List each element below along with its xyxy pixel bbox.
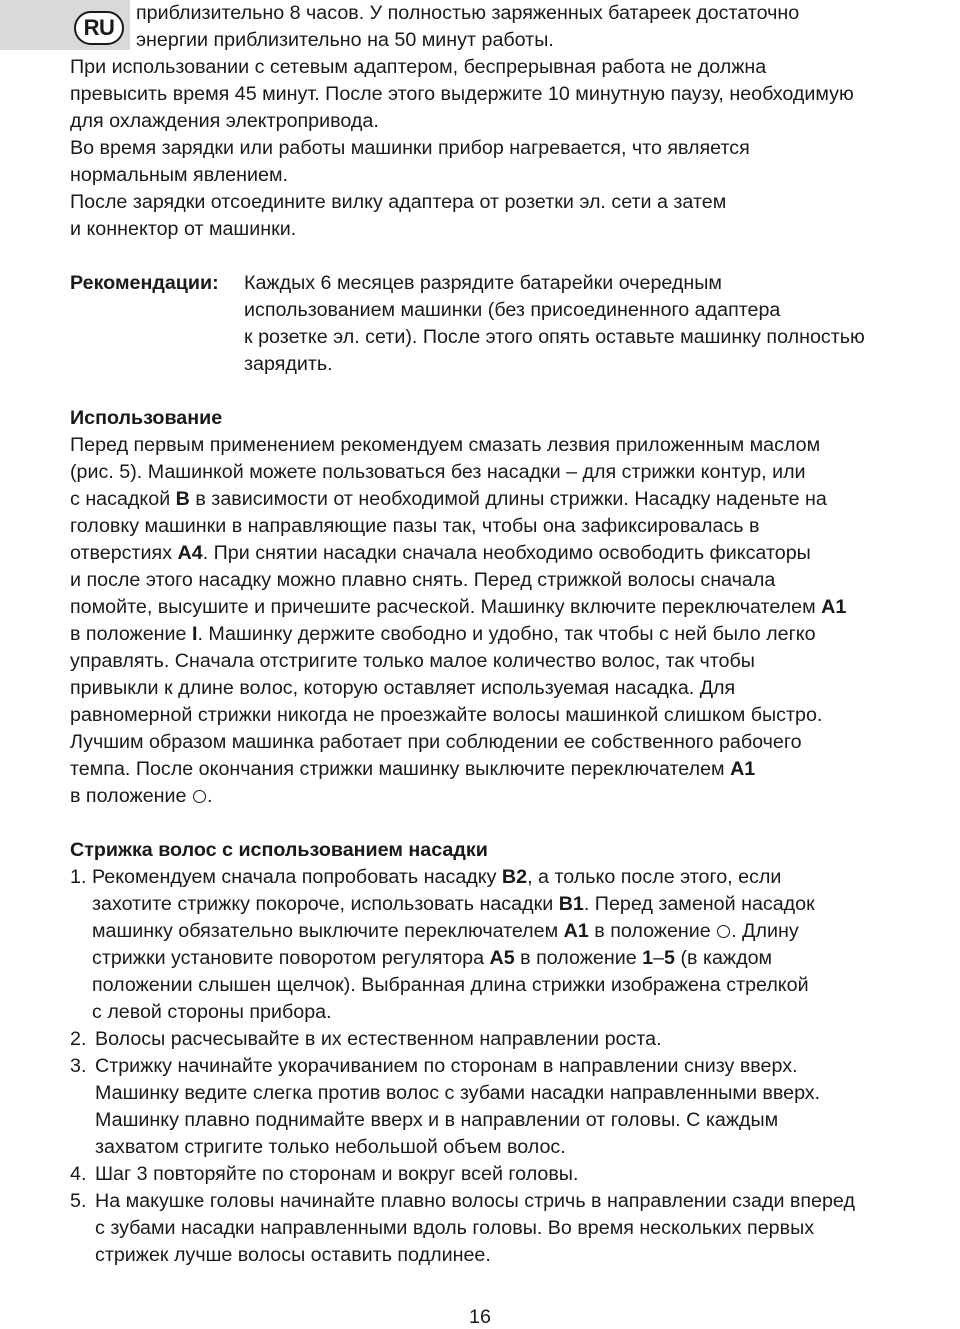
list-item-number: 3. [70, 1055, 87, 1077]
text-line: Машинку ведите слегка против волос с зубами насадки направленными вверх. [95, 1082, 821, 1104]
text-line: и коннектор от машинки. [70, 218, 297, 240]
intro-continuation [70, 0, 956, 54]
bold-term: B1 [558, 893, 584, 915]
recommendations-label: Рекомендации: [70, 272, 219, 294]
bold-term: B2 [501, 866, 528, 888]
bold-term: B [175, 488, 190, 510]
list-item [70, 1188, 956, 1269]
bold-term: I [191, 623, 198, 645]
page-content [70, 0, 956, 1269]
bold-term: A1 [821, 596, 847, 618]
off-position-circle-icon [193, 790, 206, 803]
text-line: Рекомендуем сначала попробовать насадку B2, а только после этого, если [92, 866, 782, 888]
text-line: нормальным явлением. [70, 164, 288, 186]
text-line: зарядить. [244, 353, 333, 375]
text-line: равномерной стрижки никогда не проезжайте волосы машинкой слишком быстро. [70, 704, 823, 726]
list-item [70, 1161, 956, 1188]
text-line: (рис. 5). Машинкой можете пользоваться без насадки – для стрижки контур, или [70, 461, 806, 483]
text-line: захотите стрижку покороче, использовать насадки B1. Перед заменой насадок [92, 893, 815, 915]
text-line: для охлаждения электропривода. [70, 110, 379, 132]
text-line: машинку обязательно выключите переключателем A1 в положение . Длину [92, 920, 799, 942]
text-line: положении слышен щелчок). Выбранная длина стрижки изображена стрелкой [92, 974, 809, 996]
text-line: отверстиях A4. При снятии насадки сначала необходимо освободить фиксаторы [70, 542, 811, 564]
text-line: темпа. После окончания стрижки машинку выключите переключателем A1 [70, 758, 756, 780]
text-line: управлять. Сначала отстригите только малое количество волос, так чтобы [70, 650, 755, 672]
list-item-number: 5. [70, 1190, 87, 1212]
bold-term: 1 [642, 947, 654, 969]
text-line: стрижек лучше волосы оставить подлинее. [95, 1244, 491, 1266]
list-item-number: 2. [70, 1028, 87, 1050]
list-item-text [92, 864, 956, 1026]
usage-heading: Использование [70, 407, 223, 429]
attachment-heading: Стрижка волос с использованием насадки [70, 839, 488, 861]
list-item-number: 1. [70, 866, 87, 888]
text-line: использованием машинки (без присоединенного адаптера [244, 299, 781, 321]
text-line: Лучшим образом машинка работает при соблюдении ее собственного рабочего [70, 731, 802, 753]
text-line: При использовании с сетевым адаптером, беспрерывная работа не должна [70, 56, 767, 78]
list-item-number: 4. [70, 1163, 87, 1185]
text-line: Перед первым применением рекомендуем смазать лезвия приложенным маслом [70, 434, 821, 456]
text-line: захватом стригите только небольшой объем волос. [95, 1136, 566, 1158]
text-line: с левой стороны прибора. [92, 1001, 332, 1023]
text-line: помойте, высушите и причешите расческой. Машинку включите переключателем A1 [70, 596, 847, 618]
text-line: Во время зарядки или работы машинки прибор нагревается, что является [70, 137, 750, 159]
list-item [70, 1026, 956, 1053]
text-line: энергии приблизительно на 50 минут работы. [136, 29, 554, 51]
text-line: Машинку плавно поднимайте вверх и в направлении от головы. С каждым [95, 1109, 779, 1131]
usage-section [70, 405, 956, 810]
list-item-text [95, 1188, 956, 1269]
text-line: После зарядки отсоедините вилку адаптера от розетки эл. сети а затем [70, 191, 727, 213]
text-line: с насадкой B в зависимости от необходимой длины стрижки. Насадку наденьте на [70, 488, 827, 510]
language-badge: RU [74, 11, 124, 45]
text-line: стрижки установите поворотом регулятора A5 в положение 1–5 (в каждом [92, 947, 773, 969]
text-line: превысить время 45 минут. После этого выдержите 10 минутную паузу, необходимую [70, 83, 854, 105]
bold-term: A5 [489, 947, 515, 969]
bold-term: A4 [177, 542, 203, 564]
text-line: к розетке эл. сети). После этого опять оставьте машинку полностью [244, 326, 865, 348]
attachment-section [70, 837, 956, 1269]
recommendations-text [244, 270, 956, 378]
text-line: в положение . [70, 785, 213, 807]
text-line: с зубами насадки направленными вдоль головы. Во время нескольких первых [95, 1217, 815, 1239]
text-line: в положение I. Машинку держите свободно и удобно, так чтобы с ней было легко [70, 623, 816, 645]
text-line: На макушке головы начинайте плавно волосы стричь в направлении сзади вперед [95, 1190, 855, 1212]
bold-term: A1 [563, 920, 589, 942]
usage-text [70, 432, 956, 810]
text-line: Шаг 3 повторяйте по сторонам и вокруг всей головы. [95, 1163, 579, 1185]
bold-term: 5 [664, 947, 675, 969]
paragraph-power-adapter [70, 54, 956, 243]
text-line: приблизительно 8 часов. У полностью заряженных батареек достаточно [136, 2, 800, 24]
list-item-text [95, 1161, 956, 1188]
off-position-circle-icon [717, 925, 730, 938]
list-item [70, 864, 956, 1026]
list-item [70, 1053, 956, 1161]
text-line: Стрижку начинайте укорачиванием по сторонам в направлении снизу вверх. [95, 1055, 798, 1077]
text-line: и после этого насадку можно плавно снять. Перед стрижкой волосы сначала [70, 569, 776, 591]
text-line: головку машинки в направляющие пазы так, чтобы она зафиксировалась в [70, 515, 760, 537]
text-line: Каждых 6 месяцев разрядите батарейки очередным [244, 272, 722, 294]
text-line: привыкли к длине волос, которую оставляет используемая насадка. Для [70, 677, 736, 699]
text-line: Волосы расчесывайте в их естественном направлении роста. [95, 1028, 662, 1050]
bold-term: A1 [730, 758, 756, 780]
recommendations-block [70, 270, 956, 378]
attachment-list [70, 864, 956, 1269]
list-item-text [95, 1053, 956, 1161]
list-item-text [95, 1026, 956, 1053]
page-number: 16 [469, 1306, 491, 1328]
